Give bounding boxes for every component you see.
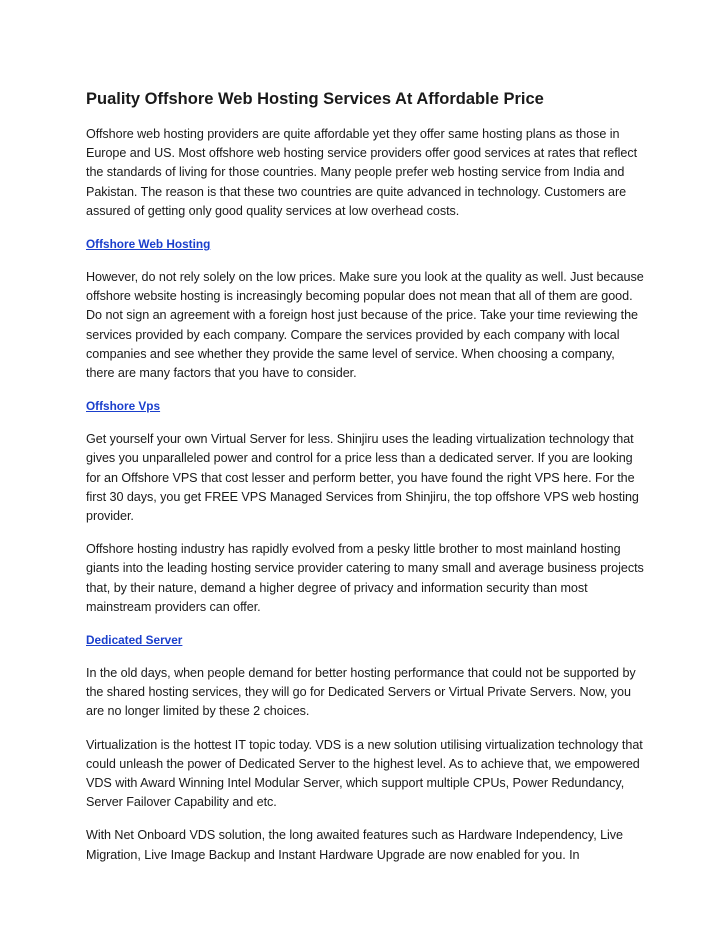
paragraph-quality: However, do not rely solely on the low prices. Make sure you look at the quality as well. Just because offshore website hosting is increasingly becoming popular does not mean that all of them are good. Do not sign an agreement with a foreign host just because of the price. Take your time reviewing the services provided by each company. Compare the services provided by each company with local companies and see whether they provide the same level of service. When choosing a company, there are many factors that you have to consider. bbox=[86, 270, 644, 381]
link-line bbox=[86, 631, 646, 650]
paragraph-virtualization: Virtualization is the hottest IT topic today. VDS is a new solution utilising virtualization technology that could unleash the power of Dedicated Server to the highest level. As to achieve that, we empowered VDS with Award Winning Intel Modular Server, which support multiple CPUs, Power Redundancy, Server Failover Capability and etc. bbox=[86, 737, 643, 810]
link-line bbox=[86, 397, 646, 416]
paragraph-vps: Get yourself your own Virtual Server for less. Shinjiru uses the leading virtualization technology that gives you unparalleled power and control for a price less than a dedicated server. If you are looking for an Offshore VPS that cost lesser and perform better, you have found the right VPS here. For the first 30 days, you get FREE VPS Managed Services from Shinjiru, the top offshore VPS web hosting provider. bbox=[86, 432, 639, 524]
dedicated-server-link[interactable]: Dedicated Server bbox=[86, 633, 183, 648]
paragraph-intro: Offshore web hosting providers are quite affordable yet they offer same hosting plans as those in Europe and US. Most offshore web hosting service providers offer good services at rates that reflect the standards of living for those countries. Many people prefer web hosting service from India and Pakistan. The reason is that these two countries are quite advanced in technology. Customers are assured of getting only good quality services at low overhead costs. bbox=[86, 127, 638, 218]
document-title: Puality Offshore Web Hosting Services At Affordable Price bbox=[86, 90, 544, 108]
offshore-vps-link[interactable]: Offshore Vps bbox=[86, 399, 161, 414]
paragraph-industry: Offshore hosting industry has rapidly evolved from a pesky little brother to most mainland hosting giants into the leading hosting service provider catering to many small and average business projects that, by their nature, demand a higher degree of privacy and information security than most mainstream providers can offer. bbox=[86, 542, 644, 614]
paragraph-old-days: In the old days, when people demand for better hosting performance that could not be supported by the shared hosting services, they will go for Dedicated Servers or Virtual Private Servers. Now, you are no longer limited by these 2 choices. bbox=[86, 666, 636, 719]
link-line bbox=[86, 235, 646, 254]
offshore-web-hosting-link[interactable]: Offshore Web Hosting bbox=[86, 237, 211, 252]
paragraph-net-onboard: With Net Onboard VDS solution, the long awaited features such as Hardware Independency, Live Migration, Live Image Backup and Instant Hardware Upgrade are now enabled for you. In bbox=[86, 828, 624, 862]
document-page bbox=[86, 88, 646, 879]
